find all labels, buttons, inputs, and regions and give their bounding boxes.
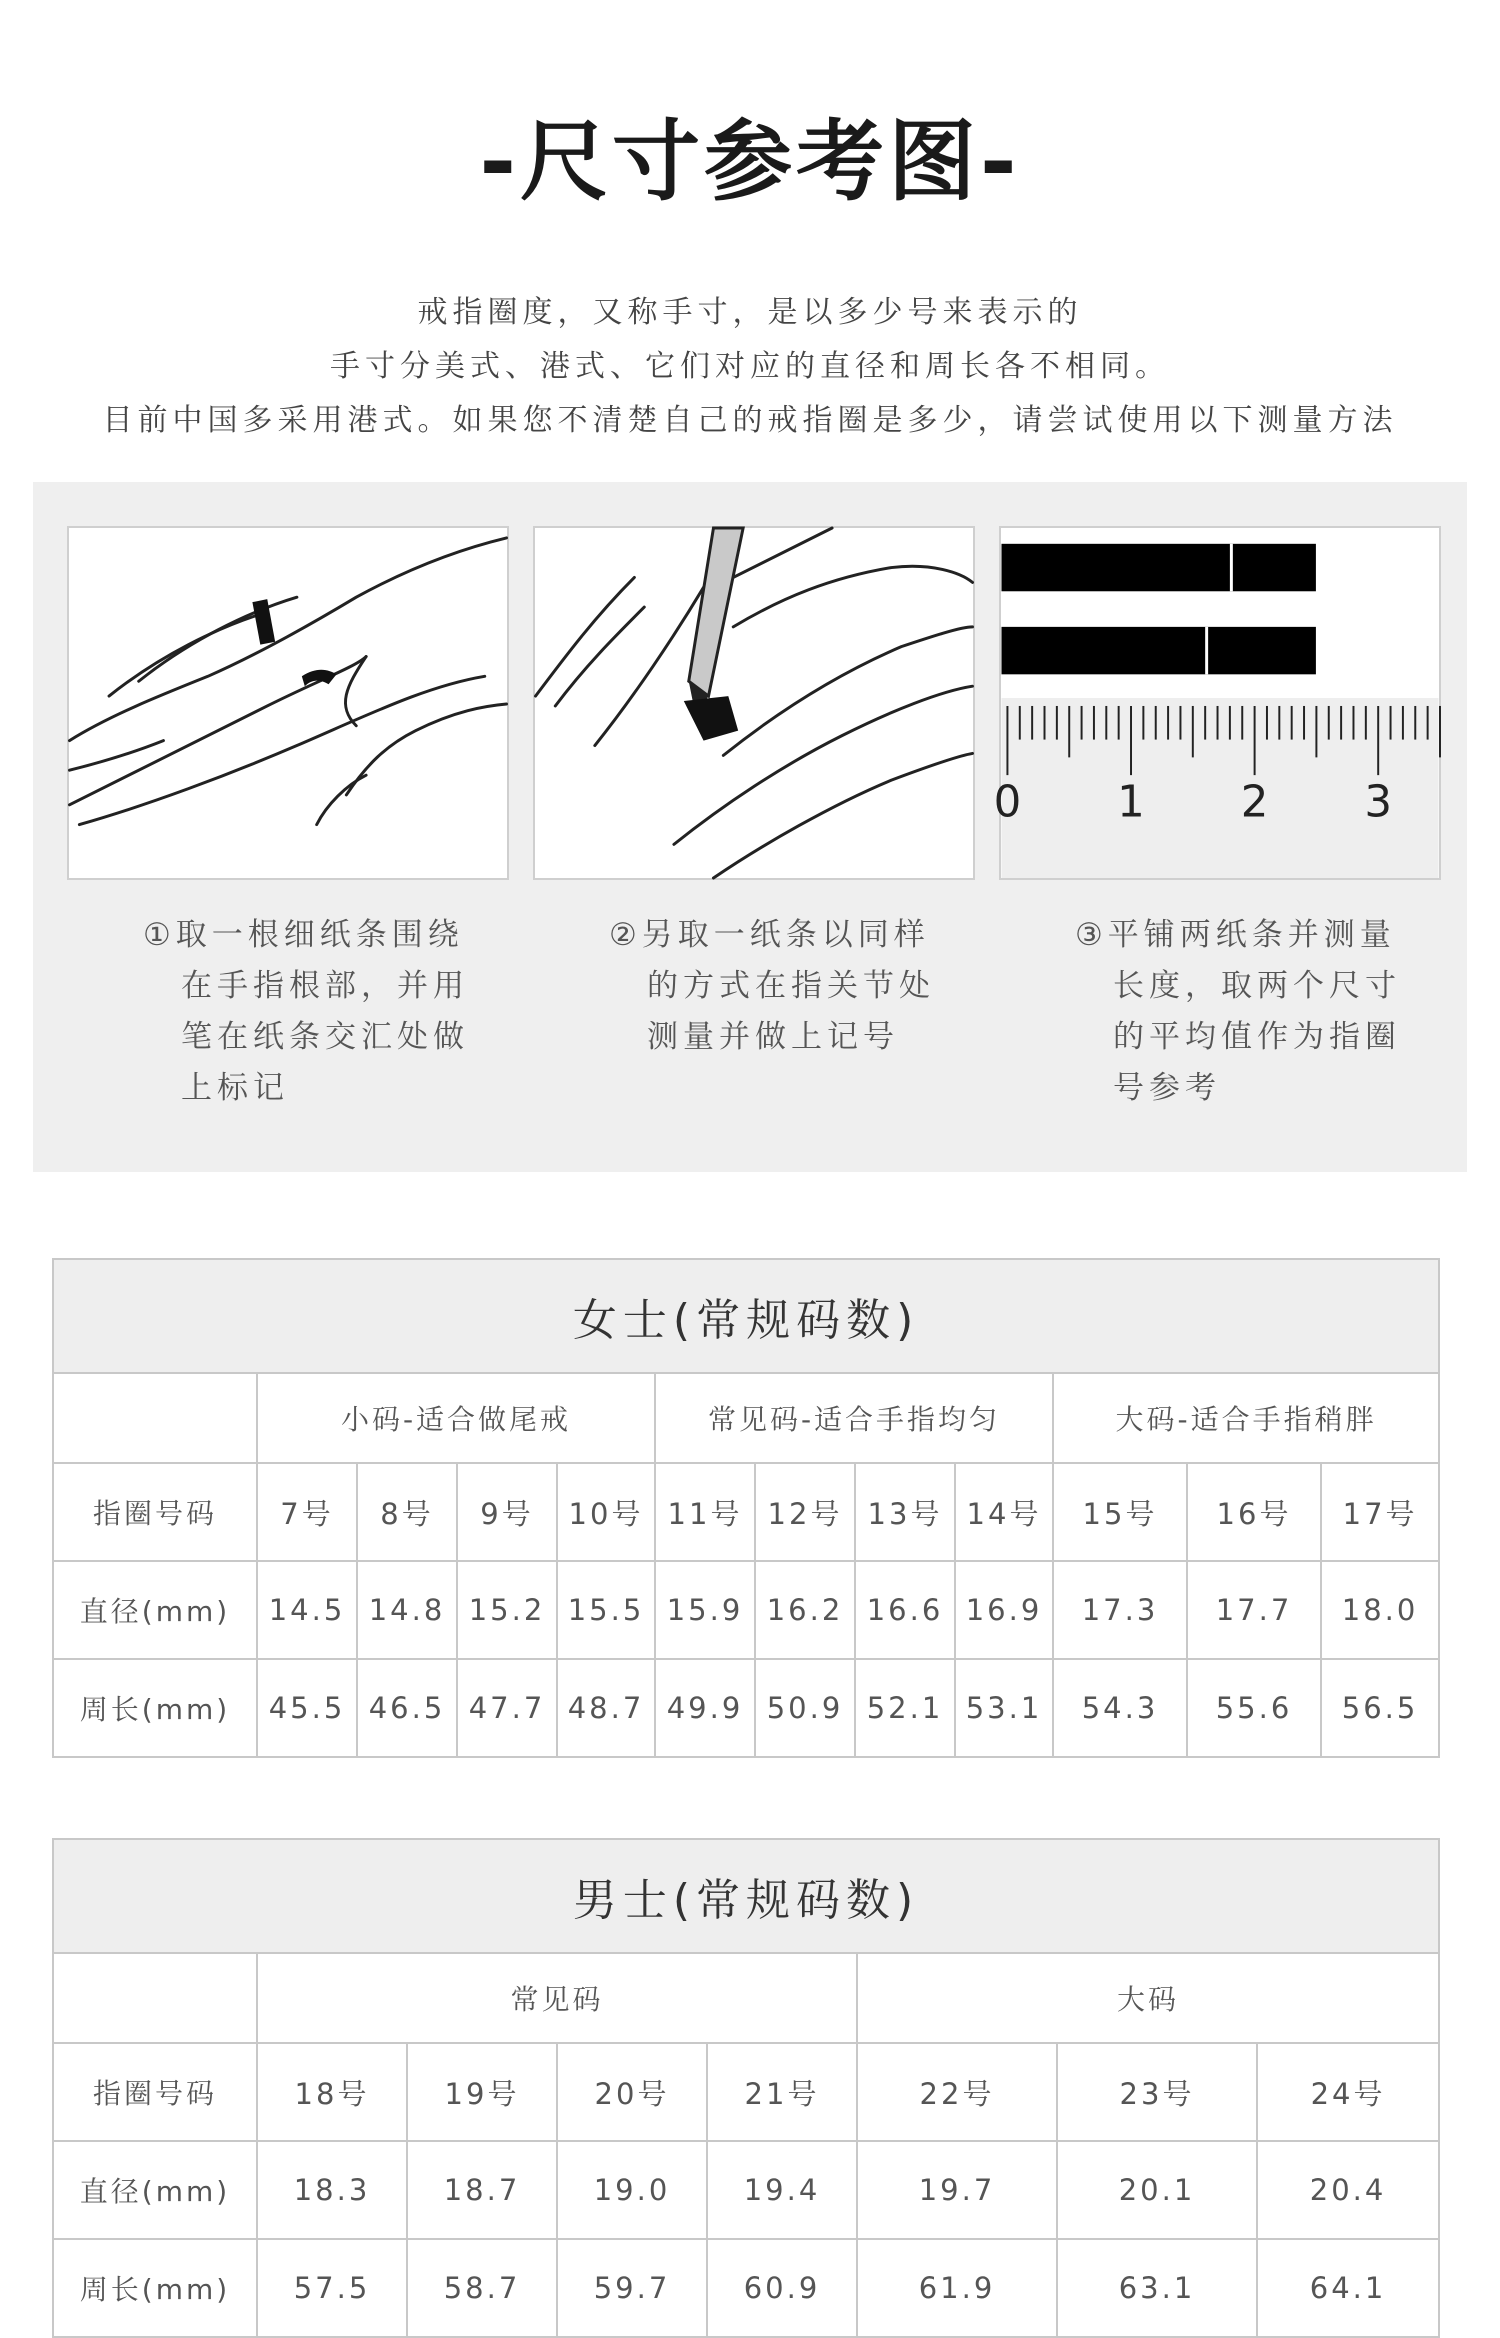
ruler-label-0: 0 [993, 777, 1022, 828]
table-cell: 61.9 [857, 2239, 1057, 2337]
table-cell: 52.1 [855, 1659, 955, 1757]
table-cell: 7号 [257, 1463, 357, 1561]
empty-header-cell [53, 1953, 257, 2043]
table-cell: 9号 [457, 1463, 557, 1561]
table-cell: 50.9 [755, 1659, 855, 1757]
table-cell: 17.3 [1053, 1561, 1187, 1659]
step1-text: ①取一根细纸条围绕 在手指根部，并用 笔在纸条交汇处做 上标记 [143, 917, 469, 1106]
step3-text: ③平铺两纸条并测量 长度，取两个尺寸 的平均值作为指圈 号参考 [1075, 917, 1401, 1106]
row-label: 直径(mm) [53, 2141, 257, 2239]
ruler-label-2: 2 [1240, 777, 1269, 828]
table-cell: 14.5 [257, 1561, 357, 1659]
intro-line: 手寸分美式、港式、它们对应的直径和周长各不相同。 [330, 349, 1170, 384]
table-cell: 15.2 [457, 1561, 557, 1659]
table-cell: 22号 [857, 2043, 1057, 2141]
row-label: 指圈号码 [53, 1463, 257, 1561]
table-row [53, 2043, 1439, 2141]
table-cell: 16.2 [755, 1561, 855, 1659]
table-cell: 14.8 [357, 1561, 457, 1659]
table-cell: 18号 [257, 2043, 407, 2141]
step1-hand-illustration [67, 526, 509, 880]
ruler-label-1: 1 [1117, 777, 1145, 828]
hand-wrap-icon [69, 528, 507, 878]
women-group-small: 小码-适合做尾戒 [257, 1373, 655, 1463]
table-cell: 48.7 [557, 1659, 655, 1757]
table-cell: 18.0 [1321, 1561, 1439, 1659]
table-cell: 53.1 [955, 1659, 1053, 1757]
table-cell: 15.9 [655, 1561, 755, 1659]
table-cell: 23号 [1057, 2043, 1257, 2141]
table-row [53, 1463, 1439, 1561]
table-cell: 47.7 [457, 1659, 557, 1757]
table-cell: 19.4 [707, 2141, 857, 2239]
table-cell: 15号 [1053, 1463, 1187, 1561]
step-number: ① [143, 917, 176, 953]
table-cell: 21号 [707, 2043, 857, 2141]
step2-text: ②另取一纸条以同样 的方式在指关节处 测量并做上记号 [609, 917, 935, 1055]
table-cell: 20.4 [1257, 2141, 1439, 2239]
table-row [53, 2141, 1439, 2239]
page-title: -尺寸参考图- [479, 110, 1021, 213]
women-group-large: 大码-适合手指稍胖 [1053, 1373, 1439, 1463]
row-label: 周长(mm) [53, 2239, 257, 2337]
step2-hand-illustration [533, 526, 975, 880]
step3-ruler-illustration [993, 526, 1441, 880]
row-label: 直径(mm) [53, 1561, 257, 1659]
table-cell: 54.3 [1053, 1659, 1187, 1757]
measurement-steps-panel [33, 482, 1467, 1172]
table-cell: 12号 [755, 1463, 855, 1561]
table-cell: 59.7 [557, 2239, 707, 2337]
table-cell: 16.6 [855, 1561, 955, 1659]
table-cell: 10号 [557, 1463, 655, 1561]
table-cell: 14号 [955, 1463, 1053, 1561]
table-cell: 17号 [1321, 1463, 1439, 1561]
table-cell: 16号 [1187, 1463, 1321, 1561]
table-cell: 45.5 [257, 1659, 357, 1757]
table-cell: 15.5 [557, 1561, 655, 1659]
men-group-common: 常见码 [257, 1953, 857, 2043]
intro-line: 戒指圈度，又称手寸，是以多少号来表示的 [417, 295, 1083, 330]
ruler-label-3: 3 [1364, 777, 1393, 828]
women-group-common: 常见码-适合手指均匀 [655, 1373, 1053, 1463]
table-row [53, 1659, 1439, 1757]
table-cell: 20.1 [1057, 2141, 1257, 2239]
row-label: 周长(mm) [53, 1659, 257, 1757]
table-cell: 63.1 [1057, 2239, 1257, 2337]
empty-header-cell [53, 1373, 257, 1463]
table-cell: 46.5 [357, 1659, 457, 1757]
men-group-large: 大码 [857, 1953, 1439, 2043]
step-number: ③ [1075, 917, 1108, 953]
table-cell: 64.1 [1257, 2239, 1439, 2337]
ruler-icon [993, 528, 1439, 878]
men-size-table [52, 1838, 1440, 2338]
table-cell: 11号 [655, 1463, 755, 1561]
intro-line: 目前中国多采用港式。如果您不清楚自己的戒指圈是多少，请尝试使用以下测量方法 [102, 403, 1398, 438]
row-label: 指圈号码 [53, 2043, 257, 2141]
table-cell: 19.7 [857, 2141, 1057, 2239]
table-cell: 55.6 [1187, 1659, 1321, 1757]
table-cell: 18.7 [407, 2141, 557, 2239]
men-table-caption: 男士(常规码数) [53, 1839, 1439, 1953]
table-cell: 19号 [407, 2043, 557, 2141]
women-size-table [52, 1258, 1440, 1758]
table-cell: 8号 [357, 1463, 457, 1561]
table-cell: 18.3 [257, 2141, 407, 2239]
table-cell: 57.5 [257, 2239, 407, 2337]
table-cell: 49.9 [655, 1659, 755, 1757]
table-cell: 58.7 [407, 2239, 557, 2337]
table-cell: 19.0 [557, 2141, 707, 2239]
table-row [53, 1561, 1439, 1659]
table-row [53, 2239, 1439, 2337]
table-cell: 60.9 [707, 2239, 857, 2337]
table-cell: 17.7 [1187, 1561, 1321, 1659]
women-table-caption: 女士(常规码数) [53, 1259, 1439, 1373]
table-cell: 56.5 [1321, 1659, 1439, 1757]
hand-mark-icon [535, 528, 973, 878]
table-cell: 24号 [1257, 2043, 1439, 2141]
table-cell: 13号 [855, 1463, 955, 1561]
table-cell: 16.9 [955, 1561, 1053, 1659]
table-cell: 20号 [557, 2043, 707, 2141]
step-number: ② [609, 917, 642, 953]
intro-text [0, 286, 1500, 448]
